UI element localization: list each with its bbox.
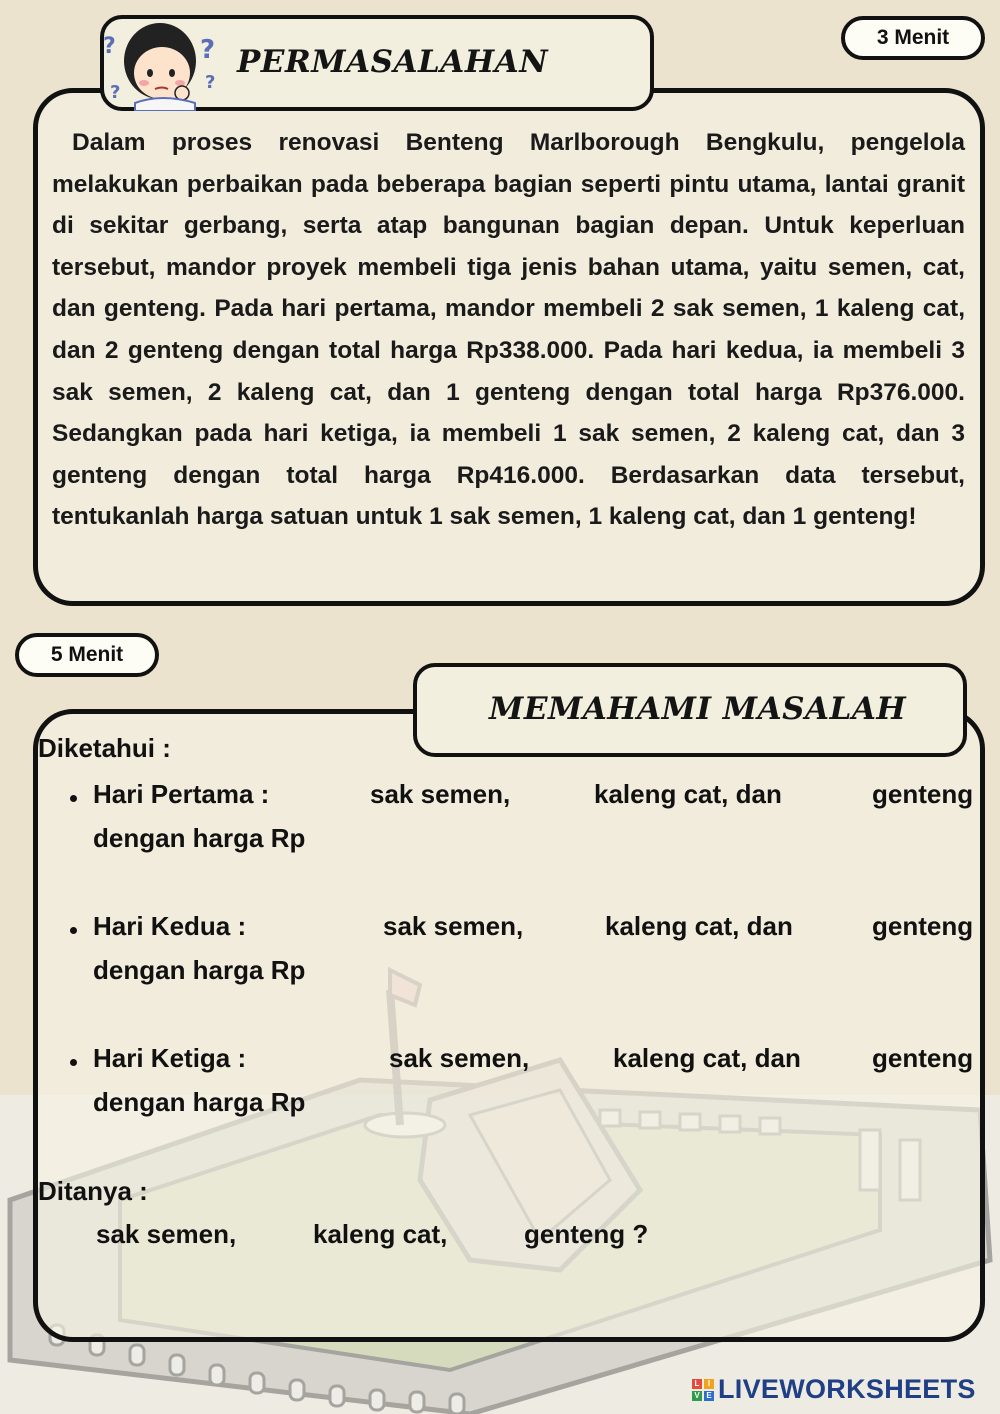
day-3-harga-input[interactable] — [318, 1087, 522, 1119]
day-1-cat-input[interactable] — [528, 779, 592, 811]
day-3-semen-input[interactable] — [300, 1043, 379, 1075]
day-2-harga-text: dengan harga Rp — [93, 955, 306, 985]
day-3-cat-text: kaleng cat, dan — [613, 1043, 801, 1073]
asked-label: Ditanya : — [38, 1176, 148, 1206]
problem-timer-badge: 3 Menit — [841, 16, 985, 60]
day-1-genteng-input[interactable] — [805, 779, 869, 811]
day-2-cat-input[interactable] — [540, 911, 604, 943]
day-2-genteng-input[interactable] — [812, 911, 871, 943]
day-3-label: Hari Ketiga : — [93, 1043, 247, 1073]
day-3-semen-text: sak semen, — [389, 1043, 530, 1073]
bullet-day-1 — [70, 795, 77, 802]
svg-text:?: ? — [200, 35, 216, 65]
day-1-cat-text: kaleng cat, dan — [594, 779, 782, 809]
day-1-semen-input[interactable] — [300, 779, 364, 811]
bullet-day-2 — [70, 927, 77, 934]
day-3-harga-text: dengan harga Rp — [93, 1087, 306, 1117]
liveworksheets-logo-icon: L I V E — [692, 1379, 714, 1401]
day-1-genteng-text: genteng — [872, 779, 974, 809]
day-1-harga-text: dengan harga Rp — [93, 823, 306, 853]
day-2-semen-text: sak semen, — [383, 911, 524, 941]
day-3-genteng-text: genteng — [872, 1043, 974, 1073]
day-2-harga-input[interactable] — [318, 955, 522, 987]
day-3-cat-input[interactable] — [545, 1043, 609, 1075]
asked-genteng-text: genteng ? — [524, 1219, 649, 1249]
problem-statement: Dalam proses renovasi Benteng Marlborough Bengkulu, pengelola melakukan perbaikan pada beberapa bagian seperti pintu utama, lantai granit di sekitar gerbang, serta atap bangunan bagian depan. Untuk keperluan tersebut, mandor proyek membeli tiga jenis bahan utama, yaitu semen, cat, dan genteng. Pada hari pertama, mandor membeli 2 sak semen, 1 kaleng cat, dan 2 genteng dengan total harga Rp338.000. Pada hari kedua, ia membeli 3 sak semen, 2 kaleng cat, dan 1 genteng dengan total harga Rp376.000. Sedangkan pada hari ketiga, ia membeli 1 sak semen, 2 kaleng cat, dan 3 genteng dengan total harga Rp416.000. Berdasarkan data tersebut, tentukanlah harga satuan untuk 1 sak semen, 1 kaleng cat, dan 1 genteng! — [52, 129, 965, 531]
svg-text:?: ? — [110, 82, 121, 103]
asked-cat-text: kaleng cat, — [313, 1219, 448, 1249]
day-1-label: Hari Pertama : — [93, 779, 270, 809]
svg-text:?: ? — [205, 72, 216, 93]
understand-title: MEMAHAMI MASALAH — [489, 691, 907, 727]
day-2-label: Hari Kedua : — [93, 911, 247, 941]
day-3-genteng-input[interactable] — [820, 1043, 872, 1075]
day-1-harga-input[interactable] — [318, 823, 522, 855]
known-label: Diketahui : — [38, 733, 171, 763]
day-2-genteng-text: genteng — [872, 911, 974, 941]
bullet-day-3 — [70, 1059, 77, 1066]
liveworksheets-logo[interactable] — [692, 1374, 976, 1405]
liveworksheets-brand-text: LIVEWORKSHEETS — [718, 1374, 976, 1404]
problem-title: PERMASALAHAN — [237, 44, 549, 80]
asked-semen-text: sak semen, — [96, 1219, 237, 1249]
day-2-semen-input[interactable] — [300, 911, 374, 943]
day-2-cat-text: kaleng cat, dan — [605, 911, 793, 941]
day-1-semen-text: sak semen, — [370, 779, 511, 809]
thinking-character-icon — [100, 13, 225, 111]
svg-text:?: ? — [103, 34, 116, 59]
understand-timer-badge: 5 Menit — [15, 633, 159, 677]
